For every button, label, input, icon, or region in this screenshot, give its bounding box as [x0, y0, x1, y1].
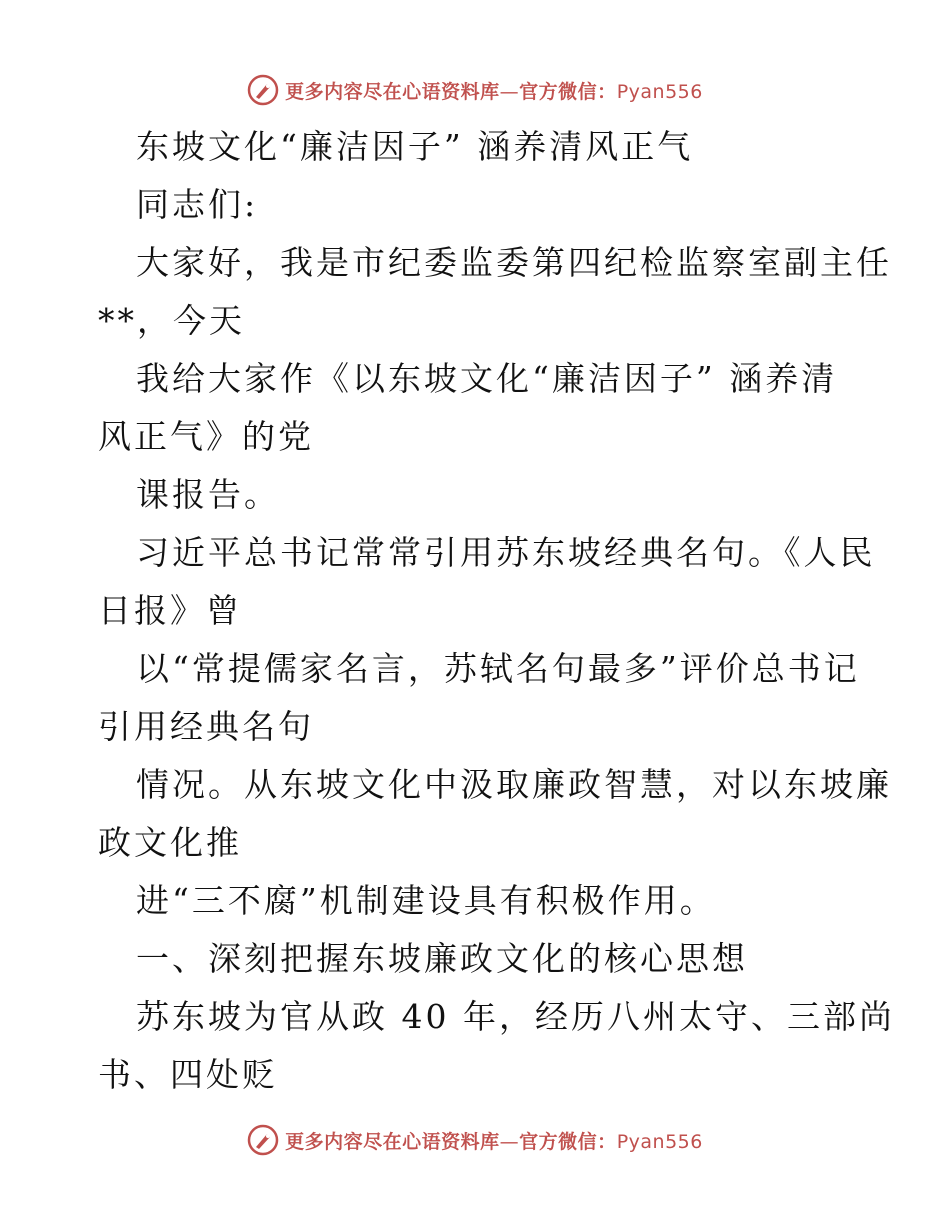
watermark-main-text: 更多内容尽在心语资料库	[285, 1130, 500, 1153]
document-line: 引用经典名句	[98, 707, 314, 746]
document-line: 苏东坡为官从政 40 年，经历八州太守、三部尚	[136, 997, 895, 1036]
watermark-label: 官方微信：	[519, 80, 617, 103]
watermark-separator: —	[499, 1130, 520, 1153]
document-line: **，今天	[98, 301, 245, 340]
watermark-label: 官方微信：	[519, 1130, 617, 1153]
document-line: 进“三不腐”机制建设具有积极作用。	[136, 881, 716, 920]
watermark-inner	[247, 74, 703, 106]
document-line: 书、四处贬	[98, 1055, 278, 1094]
document-line: 以“常提儒家名言，苏轼名句最多”评价总书记	[136, 649, 860, 688]
watermark-banner-top	[0, 70, 950, 110]
document-body	[98, 118, 895, 1104]
watermark-main-text: 更多内容尽在心语资料库	[285, 80, 500, 103]
pen-nib-logo-icon	[247, 1124, 279, 1156]
document-line: 大家好，我是市纪委监委第四纪检监察室副主任	[136, 243, 892, 282]
document-line: 风正气》的党	[98, 417, 314, 456]
document-line: 习近平总书记常常引用苏东坡经典名句。《人民	[136, 533, 876, 572]
pen-nib-logo-icon	[247, 74, 279, 106]
watermark-id: Pyan556	[616, 1130, 703, 1153]
watermark-banner-bottom	[0, 1120, 950, 1160]
watermark-text	[285, 1127, 703, 1154]
document-line: 情况。从东坡文化中汲取廉政智慧，对以东坡廉	[136, 765, 892, 804]
document-line: 日报》曾	[98, 591, 242, 630]
document-line: 课报告。	[136, 475, 280, 514]
watermark-id: Pyan556	[616, 80, 703, 103]
document-line: 我给大家作《以东坡文化“廉洁因子” 涵养清	[136, 359, 838, 398]
document-line: 同志们:	[136, 185, 259, 224]
document-line: 一、深刻把握东坡廉政文化的核心思想	[136, 939, 748, 978]
document-line: 政文化推	[98, 823, 242, 862]
watermark-separator: —	[499, 80, 520, 103]
document-line: 东坡文化“廉洁因子” 涵养清风正气	[136, 127, 694, 166]
watermark-inner	[247, 1124, 703, 1156]
watermark-text	[285, 77, 703, 104]
